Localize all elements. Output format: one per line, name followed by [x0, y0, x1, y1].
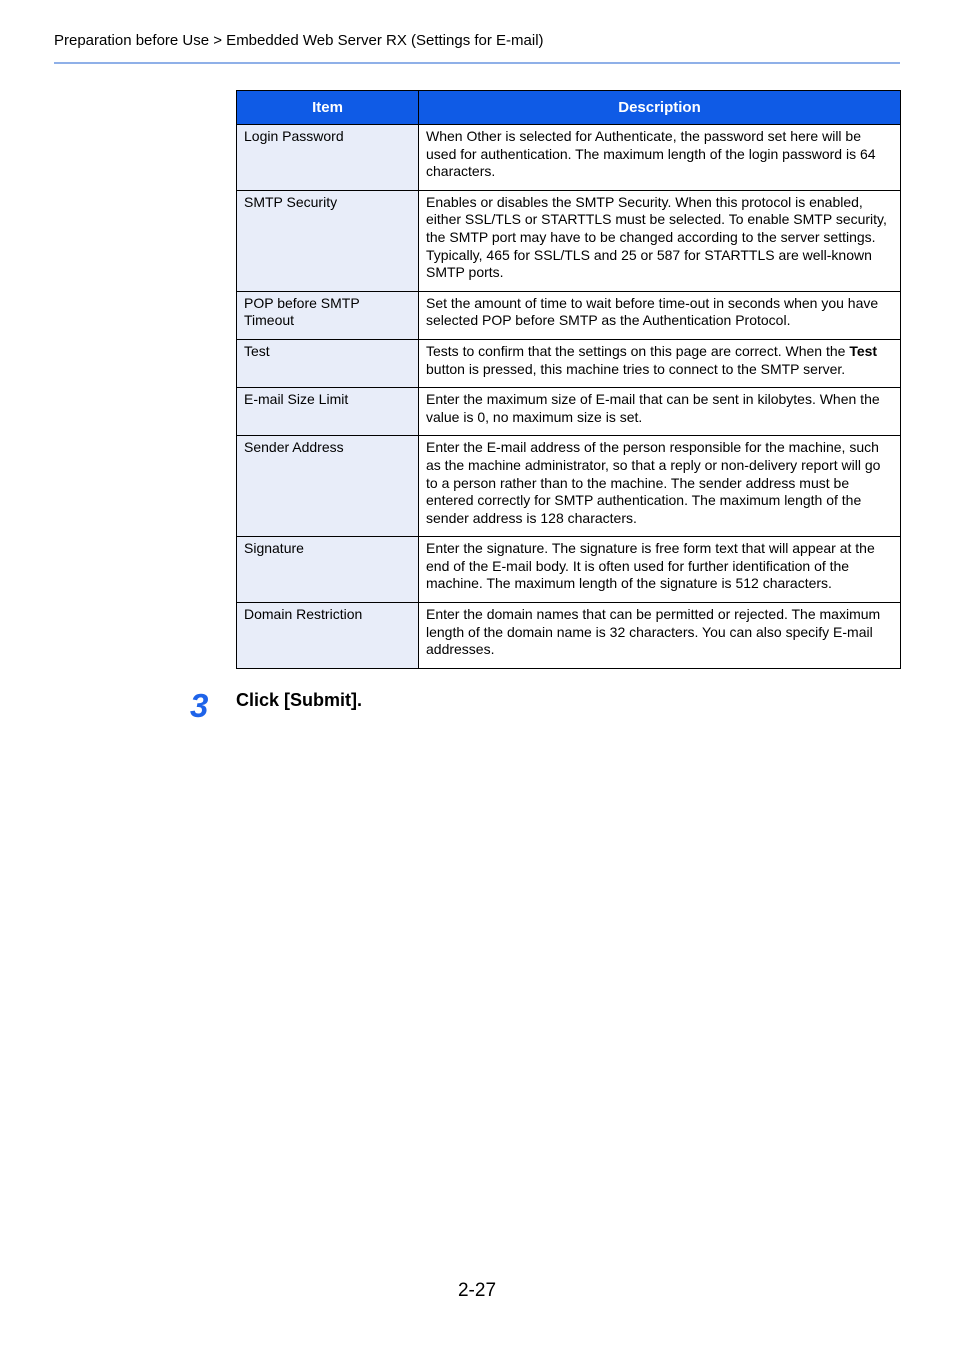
- step-instruction: Click [Submit].: [236, 690, 363, 710]
- row-description-login-password: When Other is selected for Authenticate, the password set here will be used for authentication. The maximum length of the login password is 64 characters.: [419, 125, 901, 191]
- page-number: 2-27: [457, 1280, 497, 1301]
- table-row: [237, 388, 901, 436]
- row-description-signature: Enter the signature. The signature is free form text that will appear at the end of the E-mail body. It is often used for further identification of the machine. The maximum length of the signature is 512 characters.: [419, 537, 901, 603]
- table-row: [237, 190, 901, 291]
- table-row: [237, 339, 901, 387]
- test-button-reference: Test: [849, 342, 878, 359]
- table-row: [237, 537, 901, 603]
- table-row: [237, 436, 901, 537]
- description-text: Tests to confirm that the settings on this page are correct. When the: [426, 342, 850, 359]
- column-header-item: Item: [237, 91, 419, 125]
- step-number: 3: [190, 687, 209, 724]
- row-item-smtp-security: SMTP Security: [237, 190, 419, 291]
- row-item-pop-before-smtp-timeout: POP before SMTP Timeout: [237, 291, 419, 339]
- row-item-email-size-limit: E-mail Size Limit: [237, 388, 419, 436]
- row-item-signature: Signature: [237, 537, 419, 603]
- description-text: button is pressed, this machine tries to connect to the SMTP server.: [426, 360, 846, 377]
- breadcrumb: Preparation before Use > Embedded Web Server RX (Settings for E-mail): [54, 32, 544, 49]
- row-description-smtp-security: Enables or disables the SMTP Security. When this protocol is enabled, either SSL/TLS or STARTTLS must be selected. To enable SMTP security, the SMTP port may have to be changed according to the server settings. Typically, 465 for SSL/TLS and 25 or 587 for STARTTLS are well-known SMTP ports.: [419, 190, 901, 291]
- column-header-description: Description: [419, 91, 901, 125]
- row-item-test: Test: [237, 339, 419, 387]
- table-row: [237, 291, 901, 339]
- row-item-login-password: Login Password: [237, 125, 419, 191]
- row-description-test: [419, 339, 901, 387]
- row-description-pop-before-smtp-timeout: Set the amount of time to wait before time-out in seconds when you have selected POP before SMTP as the Authentication Protocol.: [419, 291, 901, 339]
- table-header-row: [237, 91, 901, 125]
- header-divider: [54, 62, 900, 64]
- table-row: [237, 125, 901, 191]
- settings-table: [236, 90, 901, 669]
- table-row: [237, 603, 901, 669]
- row-description-domain-restriction: Enter the domain names that can be permitted or rejected. The maximum length of the domain name is 32 characters. You can also specify E-mail addresses.: [419, 603, 901, 669]
- row-description-email-size-limit: Enter the maximum size of E-mail that can be sent in kilobytes. When the value is 0, no maximum size is set.: [419, 388, 901, 436]
- row-item-domain-restriction: Domain Restriction: [237, 603, 419, 669]
- row-description-sender-address: Enter the E-mail address of the person responsible for the machine, such as the machine administrator, so that a reply or non-delivery report will go to a person rather than to the machine. The sender address must be entered correctly for SMTP authentication. The maximum length of the sender address is 128 characters.: [419, 436, 901, 537]
- row-item-sender-address: Sender Address: [237, 436, 419, 537]
